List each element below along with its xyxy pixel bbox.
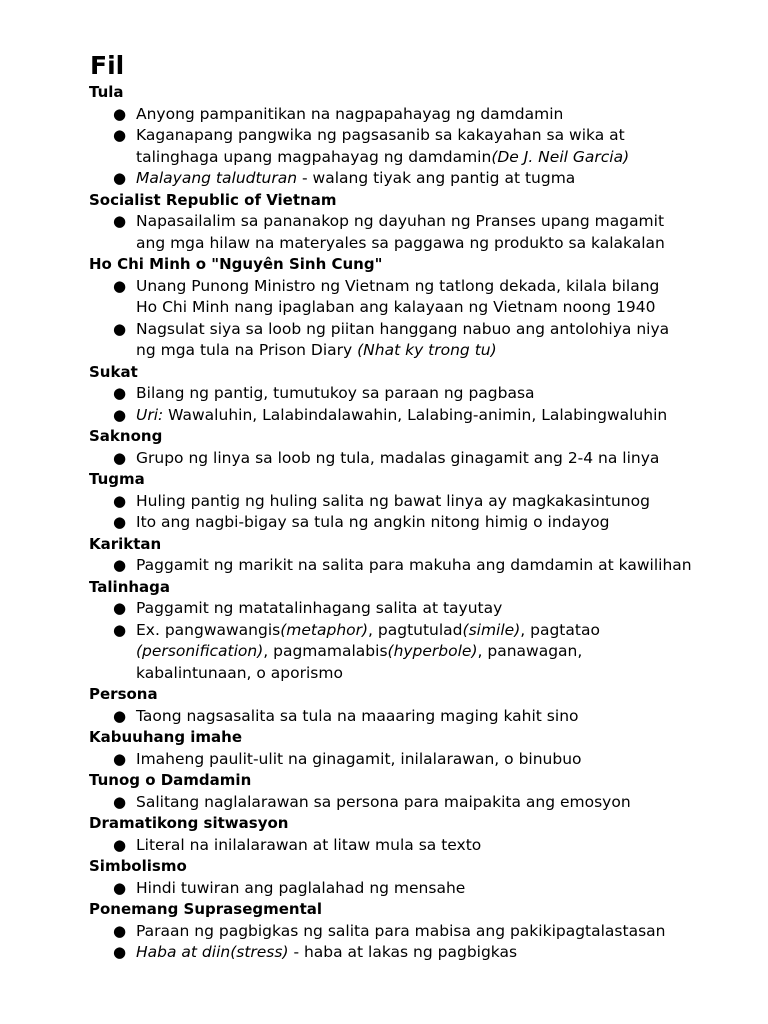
item-text: Anyong pampanitikan na nagpapahayag ng damdamin [136, 104, 564, 123]
bullet-icon: ● [113, 792, 127, 811]
list-item [89, 448, 768, 470]
bullet-icon: ● [113, 599, 127, 617]
bullet-icon: ● [113, 878, 127, 897]
bullet-list [89, 598, 768, 684]
document-title: Fil [90, 51, 125, 80]
section [89, 469, 768, 534]
bullet-list [89, 835, 768, 857]
item-line [136, 233, 768, 255]
section-heading: Sukat [89, 362, 138, 381]
bullet-icon: ● [113, 405, 127, 424]
item-text: Grupo ng linya sa loob ng tula, madalas ginagamit ang 2-4 na linya [136, 448, 660, 467]
list-item [89, 383, 768, 405]
item-text: Imaheng paulit-ulit na ginagamit, inilalarawan, o binubuo [136, 749, 582, 768]
item-line [136, 598, 768, 620]
section [89, 362, 768, 427]
section-heading: Tunog o Damdamin [89, 771, 252, 789]
item-text: ang mga hilaw na materyales sa paggawa ng produkto sa kalakalan [136, 233, 665, 252]
section [89, 534, 768, 577]
bullet-list [89, 555, 768, 577]
bullet-icon: ● [113, 212, 127, 230]
item-text: Paraan ng pagbigkas ng salita para mabisa ang pakikipagtalastasan [136, 921, 666, 940]
section-heading: Tula [89, 83, 124, 101]
bullet-icon: ● [113, 749, 127, 768]
item-text: Ho Chi Minh nang ipaglaban ang kalayaan ng Vietnam noong 1940 [136, 298, 656, 316]
item-text: , pagtatao [520, 620, 600, 639]
bullet-list [89, 491, 768, 534]
bullet-icon: ● [113, 835, 127, 854]
list-item [89, 598, 768, 620]
section [89, 684, 768, 727]
bullet-icon: ● [113, 319, 127, 338]
item-line [136, 835, 768, 857]
section-heading: Tugma [89, 470, 145, 488]
item-line [136, 125, 768, 147]
list-item [89, 792, 768, 814]
bullet-list [89, 749, 768, 771]
bullet-icon: ● [113, 706, 127, 725]
item-text: Hindi tuwiran ang paglalahad ng mensahe [136, 878, 466, 897]
item-line [136, 340, 768, 362]
item-line [136, 147, 768, 169]
list-item [89, 555, 768, 577]
list-item [89, 491, 768, 513]
item-line [136, 491, 768, 513]
bullet-list [89, 104, 768, 190]
bullet-list [89, 276, 768, 362]
italic-text: (Nhat ky trong tu) [357, 341, 497, 359]
bullet-icon: ● [113, 276, 127, 295]
item-line [136, 749, 768, 771]
item-text: Paggamit ng marikit na salita para makuha ang damdamin at kawilihan [136, 556, 692, 574]
list-item [89, 405, 768, 427]
italic-text: (simile) [462, 620, 521, 639]
section-heading: Kariktan [89, 534, 162, 553]
bullet-icon: ● [113, 169, 127, 187]
item-line [136, 448, 768, 470]
section-heading: Talinhaga [89, 577, 171, 596]
item-text: Napasailalim sa pananakop ng dayuhan ng Pranses upang magamit [136, 212, 665, 230]
section [89, 254, 768, 362]
list-item [89, 276, 768, 319]
bullet-list [89, 792, 768, 814]
item-line [136, 921, 768, 943]
item-line [136, 319, 768, 341]
section-heading: Ponemang Suprasegmental [89, 900, 323, 918]
section-heading: Simbolismo [89, 857, 187, 875]
section [89, 770, 768, 813]
item-line [136, 512, 768, 534]
item-line [136, 104, 768, 126]
list-item [89, 942, 768, 964]
bullet-icon: ● [113, 943, 127, 961]
item-text: , panawagan, [477, 642, 583, 660]
italic-text: Haba at diin(stress) [136, 943, 289, 961]
item-text: Huling pantig ng huling salita ng bawat linya ay magkakasintunog [136, 491, 650, 510]
item-text: Unang Punong Ministro ng Vietnam ng tatlong dekada, kilala bilang [136, 276, 660, 295]
item-line [136, 555, 768, 577]
bullet-list [89, 448, 768, 470]
list-item [89, 878, 768, 900]
list-item [89, 211, 768, 254]
section [89, 856, 768, 899]
item-line [136, 168, 768, 190]
section-heading: Saknong [89, 427, 163, 445]
bullet-icon: ● [113, 513, 127, 531]
item-line [136, 641, 768, 663]
item-text: Bilang ng pantig, tumutukoy sa paraan ng pagbasa [136, 384, 535, 402]
section [89, 813, 768, 856]
list-item [89, 168, 768, 190]
item-text: Ito ang nagbi-bigay sa tula ng angkin nitong himig o indayog [136, 513, 610, 531]
item-line [136, 276, 768, 298]
list-item [89, 921, 768, 943]
section-heading: Kabuuhang imahe [89, 728, 243, 746]
bullet-icon: ● [113, 620, 127, 639]
bullet-icon: ● [113, 448, 127, 467]
item-line [136, 942, 768, 964]
section-heading: Dramatikong sitwasyon [89, 814, 289, 832]
item-text: , pagtutulad [368, 620, 463, 639]
item-line [136, 706, 768, 728]
bullet-icon: ● [113, 126, 127, 144]
item-text: Nagsulat siya sa loob ng piitan hanggang nabuo ang antolohiya niya [136, 319, 670, 338]
bullet-list [89, 211, 768, 254]
item-line [136, 620, 768, 642]
bullet-icon: ● [113, 384, 127, 402]
item-line [136, 211, 768, 233]
item-text: ng mga tula na Prison Diary [136, 341, 358, 359]
list-item [89, 749, 768, 771]
item-line [136, 297, 768, 319]
section [89, 727, 768, 770]
bullet-icon: ● [113, 491, 127, 510]
section-heading: Socialist Republic of Vietnam [89, 190, 337, 209]
item-text: Wawaluhin, Lalabindalawahin, Lalabing-animin, Lalabingwaluhin [163, 405, 668, 424]
italic-text: (personification) [136, 642, 264, 660]
italic-text: Malayang taludturan [136, 169, 298, 187]
list-item [89, 125, 768, 168]
list-item [89, 620, 768, 685]
item-line [136, 878, 768, 900]
item-text: talinghaga upang magpahayag ng damdamin [136, 147, 492, 166]
bullet-icon: ● [113, 104, 127, 123]
section [89, 190, 768, 255]
item-text: Kaganapang pangwika ng pagsasanib sa kakayahan sa wika at [136, 126, 625, 144]
italic-text: (De J. Neil Garcia) [491, 147, 630, 166]
list-item [89, 835, 768, 857]
item-text: - walang tiyak ang pantig at tugma [297, 169, 576, 187]
section-heading: Persona [89, 685, 158, 703]
item-text: Literal na inilalarawan at litaw mula sa texto [136, 835, 482, 854]
bullet-list [89, 921, 768, 964]
bullet-list [89, 383, 768, 426]
section [89, 426, 768, 469]
item-line [136, 792, 768, 814]
list-item [89, 319, 768, 362]
bullet-icon: ● [113, 921, 127, 940]
item-text: , pagmamalabis [263, 642, 388, 660]
section [89, 899, 768, 964]
item-text: kabalintunaan, o aporismo [136, 663, 343, 682]
item-line [136, 405, 768, 427]
list-item [89, 104, 768, 126]
list-item [89, 512, 768, 534]
document-body [89, 82, 768, 964]
item-text: Salitang naglalarawan sa persona para maipakita ang emosyon [136, 792, 631, 811]
section [89, 82, 768, 190]
italic-text: Uri: [136, 405, 164, 424]
item-text: Paggamit ng matatalinhagang salita at tayutay [136, 599, 503, 617]
section [89, 577, 768, 685]
bullet-list [89, 878, 768, 900]
bullet-list [89, 706, 768, 728]
item-text: Taong nagsasalita sa tula na maaaring maging kahit sino [136, 706, 579, 725]
bullet-icon: ● [113, 556, 127, 574]
list-item [89, 706, 768, 728]
italic-text: (metaphor) [280, 620, 369, 639]
item-line [136, 383, 768, 405]
item-text: Ex. pangwawangis [136, 620, 281, 639]
section-heading: Ho Chi Minh o "Nguyên Sinh Cung" [89, 255, 383, 273]
item-line [136, 663, 768, 685]
item-text: - haba at lakas ng pagbigkas [288, 943, 518, 961]
italic-text: (hyperbole) [387, 642, 478, 660]
